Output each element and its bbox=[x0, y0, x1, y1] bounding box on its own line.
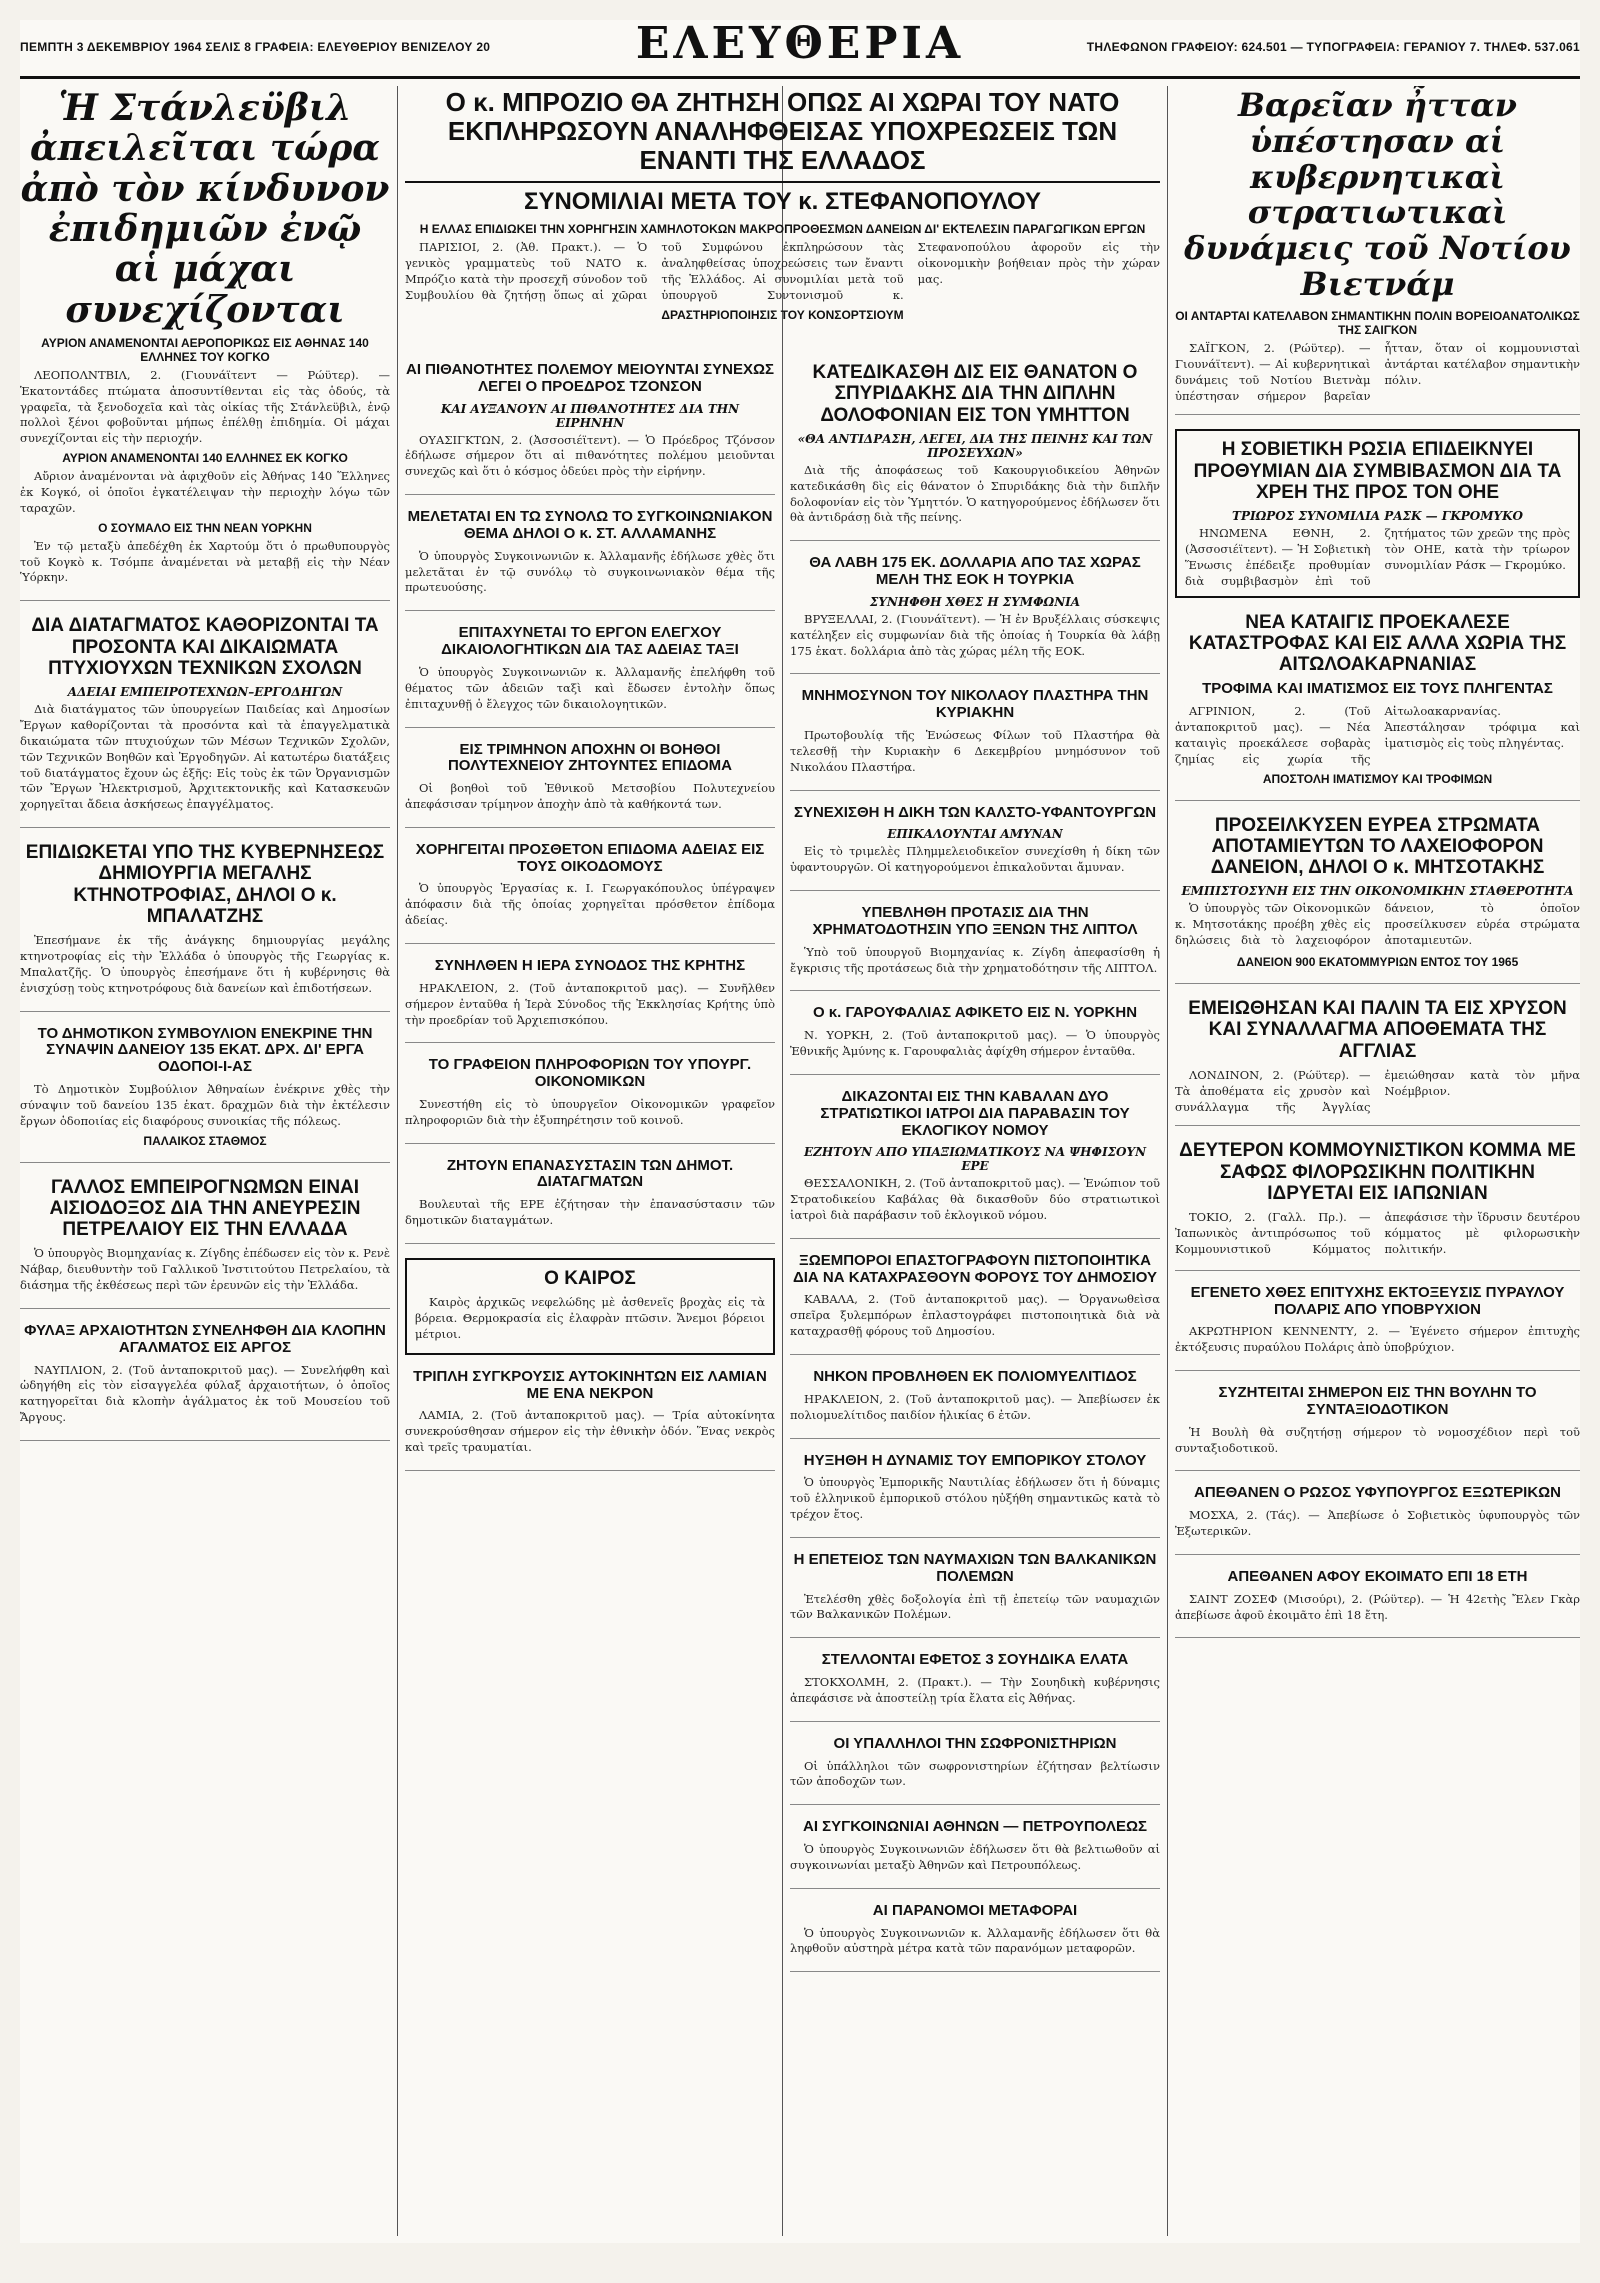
article-body: Οἱ βοηθοὶ τοῦ Ἐθνικοῦ Μετσοβίου Πολυτεχνείου ἀπεφάσισαν τρίμηνον ἀποχὴν ἀπὸ τὰ καθήκοντά των. bbox=[405, 781, 775, 811]
article-body: ΣΤΟΚΧΟΛΜΗ, 2. (Πρακτ.). — Τὴν Σουηδικὴ κυβέρνησις ἀπεφάσισε νὰ ἀποστείλῃ τρία ἔλατα εἰς Ἀθήνας. bbox=[790, 1675, 1160, 1705]
article-body: Ὁ ὑπουργὸς Συγκοινωνιῶν κ. Ἀλλαμανῆς ἐδήλωσε χθὲς ὅτι μελετᾶται ἐν τῷ συνόλῳ τὸ συγκοινωνιακὸν θέμα τῆς πρωτευούσης. bbox=[405, 548, 775, 595]
headline: ΚΑΤΕΔΙΚΑΣΘΗ ΔΙΣ ΕΙΣ ΘΑΝΑΤΟΝ Ο ΣΠΥΡΙΔΑΚΗΣ ΔΙΑ ΤΗΝ ΔΙΠΛΗΝ ΔΟΛΟΦΟΝΙΑΝ ΕΙΣ ΤΟΝ ΥΜΗΤΤΟΝ bbox=[812, 362, 1138, 426]
article-livestock bbox=[20, 842, 390, 1012]
article-loan bbox=[790, 555, 1160, 674]
subheading: ΣΥΝΗΦΘΗ ΧΘΕΣ Η ΣΥΜΦΩΝΙΑ bbox=[869, 594, 1081, 609]
article-body: Ἐπεσήμανε ἐκ τῆς ἀνάγκης δημιουργίας μεγάλης κτηνοτροφίας εἰς τὴν Ἑλλάδα ὁ ὑπουργὸς τῆς Γεωργίας κ. Μπαλατζῆς. Ὁ ὑπουργὸς ἐπεσήμανε ὅτι ἡ κυβέρνησις θὰ ἐνισχύσῃ τοὺς κτηνοτρόφους διὰ δανείων καὶ ἐπιδοτήσεων. bbox=[20, 933, 390, 995]
headline: ΠΡΟΣΕΙΛΚΥΣΕΝ ΕΥΡΕΑ ΣΤΡΩΜΑΤΑ ΑΠΟΤΑΜΙΕΥΤΩΝ ΤΟ ΛΑΧΕΙΟΦΟΡΟΝ ΔΑΝΕΙΟΝ, ΔΗΛΟΙ Ο κ. ΜΗΤΣΟΤΑΚΗΣ bbox=[1210, 814, 1545, 879]
subheading: ΔΑΝΕΙΟΝ 900 ΕΚΑΤΟΜΜΥΡΙΩΝ ΕΝΤΟΣ ΤΟΥ 1965 bbox=[1236, 955, 1519, 970]
article-school bbox=[790, 1453, 1160, 1538]
headline: ΤΟ ΔΗΜΟΤΙΚΟΝ ΣΥΜΒΟΥΛΙΟΝ ΕΝΕΚΡΙΝΕ ΤΗΝ ΣΥΝΑΨΙΝ ΔΑΝΕΙΟΥ 135 ΕΚΑΤ. ΔΡΧ. ΔΙ' ΕΡΓΑ ΟΔΟΠΟΙ-Ι-ΑΣ bbox=[37, 1024, 373, 1076]
headline: ΗΥΞΗΘΗ Η ΔΥΝΑΜΙΣ ΤΟΥ ΕΜΠΟΡΙΚΟΥ ΣΤΟΛΟΥ bbox=[803, 1451, 1147, 1469]
article-vietnam bbox=[1175, 88, 1580, 415]
headline: ΟΙ ΥΠΑΛΛΗΛΟΙ ΤΗΝ ΣΩΦΡΟΝΙΣΤΗΡΙΩΝ bbox=[833, 1734, 1117, 1752]
article-body: Ἐτελέσθη χθὲς δοξολογία ἐπὶ τῇ ἐπετείῳ τῶν ναυμαχιῶν τῶν Βαλκανικῶν Πολέμων. bbox=[790, 1591, 1160, 1622]
headline: ΖΗΤΟΥΝ ΕΠΑΝΑΣΥΣΤΑΣΙΝ ΤΩΝ ΔΗΜΟΤ. ΔΙΑΤΑΓΜΑΤΩΝ bbox=[446, 1156, 734, 1191]
headline: ΑΠΕΘΑΝΕΝ ΑΦΟΥ ΕΚΟΙΜΑΤΟ ΕΠΙ 18 ΕΤΗ bbox=[1227, 1567, 1528, 1585]
divider bbox=[405, 181, 1160, 183]
newspaper-title: ΕΛΕΥΘΕΡΙΑ bbox=[635, 20, 965, 69]
article-communications bbox=[790, 1819, 1160, 1889]
article-control bbox=[405, 625, 775, 727]
headline: ΔΙΚΑΖΟΝΤΑΙ ΕΙΣ ΤΗΝ ΚΑΒΑΛΑΝ ΔΥΟ ΣΤΡΑΤΙΩΤΙΚΟΙ ΙΑΤΡΟΙ ΔΙΑ ΠΑΡΑΒΑΣΙΝ ΤΟΥ ΕΚΛΟΓΙΚΟΥ ΝΟΜΟΥ bbox=[820, 1087, 1130, 1139]
headline: ΕΠΙΔΙΩΚΕΤΑΙ ΥΠΟ ΤΗΣ ΚΥΒΕΡΝΗΣΕΩΣ ΔΗΜΙΟΥΡΓΙΑ ΜΕΓΑΛΗΣ ΚΤΗΝΟΤΡΟΦΙΑΣ, ΔΗΛΟΙ Ο κ. ΜΠΑΛΑΤΖΗΣ bbox=[25, 842, 385, 927]
article-body: Ὁ ὑπουργὸς Ἐργασίας κ. Ι. Γεωργακόπουλος ὑπέγραψεν ἀπόφασιν διὰ τῆς ὁποίας χορηγεῖται πρόσθετον ἐπίδομα ἀδείας. bbox=[405, 881, 775, 928]
headline: ΧΟΡΗΓΕΙΤΑΙ ΠΡΟΣΘΕΤΟΝ ΕΠΙΔΟΜΑ ΑΔΕΙΑΣ ΕΙΣ ΤΟΥΣ ΟΙΚΟΔΟΜΟΥΣ bbox=[415, 840, 765, 875]
article-transport bbox=[790, 1903, 1160, 1973]
article-body: ΘΕΣΣΑΛΟΝΙΚΗ, 2. (Τοῦ ἀνταποκριτοῦ μας). — Ἐνώπιον τοῦ Στρατοδικείου Καβάλας θὰ δικασθοῦν δύο στρατιωτικοὶ ἰατροὶ διὰ παράβασιν τοῦ ἐκλογικοῦ νόμου. bbox=[790, 1176, 1160, 1223]
headline: ΤΡΙΠΛΗ ΣΥΓΚΡΟΥΣΙΣ ΑΥΤΟΚΙΝΗΤΩΝ ΕΙΣ ΛΑΜΙΑΝ ΜΕ ΕΝΑ ΝΕΚΡΟΝ bbox=[413, 1367, 767, 1402]
lead-story bbox=[405, 86, 1160, 346]
headline: Η ΕΠΕΤΕΙΟΣ ΤΩΝ ΝΑΥΜΑΧΙΩΝ ΤΩΝ ΒΑΛΚΑΝΙΚΩΝ ΠΟΛΕΜΩΝ bbox=[793, 1550, 1157, 1585]
headline: ΦΥΛΑΞ ΑΡΧΑΙΟΤΗΤΩΝ ΣΥΝΕΛΗΦΘΗ ΔΙΑ ΚΛΟΠΗΝ ΑΓΑΛΜΑΤΟΣ ΕΙΣ ΑΡΓΟΣ bbox=[24, 1321, 386, 1356]
article-body: Τὸ Δημοτικὸν Συμβούλιον Ἀθηναίων ἐνέκρινε χθὲς τὴν σύναψιν τοῦ δανείου 135 ἑκατ. δραχμῶν διὰ τὴν ἐκτέλεσιν ἔργων ὁδοποιίας εἰς διαφόρους συνοικίας τῆς πόλεως. bbox=[20, 1082, 390, 1128]
article-body: Καιρὸς ἀρχικῶς νεφελώδης μὲ ἀσθενεῖς βροχὰς εἰς τὰ βόρεια. Θερμοκρασία εἰς ἐλαφρὰν πτῶσιν. Ἄνεμοι βόρειοι μέτριοι. bbox=[415, 1295, 765, 1341]
subheading: ΕΜΠΙΣΤΟΣΥΝΗ ΕΙΣ ΤΗΝ ΟΙΚΟΝΟΜΙΚΗΝ ΣΤΑΘΕΡΟΤΗΤΑ bbox=[1181, 884, 1574, 899]
article-body: ΣΑΙΝΤ ΖΟΣΕΦ (Μισούρι), 2. (Ρώϋτερ). — Ἡ 42ετὴς Ἔλεν Γκὰρ ἀπεβίωσε ἀφοῦ ἐκοιμᾶτο ἐπὶ 18 ἔτη. bbox=[1175, 1591, 1580, 1622]
article-synod bbox=[405, 958, 775, 1043]
headline: ΝΗΚΟΝ ΠΡΟΒΛΗΘΕΝ ΕΚ ΠΟΛΙΟΜΥΕΛΙΤΙΔΟΣ bbox=[813, 1368, 1137, 1386]
article-office bbox=[405, 1057, 775, 1143]
article-merchants bbox=[790, 1253, 1160, 1355]
article-shipwreck bbox=[790, 1552, 1160, 1638]
article-body: Ὁ ὑπουργὸς Συγκοινωνιῶν ἐδήλωσεν ὅτι θὰ βελτιωθοῦν αἱ συγκοινωνίαι μεταξὺ Ἀθηνῶν καὶ Πετρουπόλεως. bbox=[790, 1842, 1160, 1872]
headline: ΣΥΝΗΛΘΕΝ Η ΙΕΡΑ ΣΥΝΟΔΟΣ ΤΗΣ ΚΡΗΤΗΣ bbox=[434, 957, 746, 974]
headline: Βαρεῖαν ἦτταν ὑπέστησαν αἱ κυβερνητικαὶ στρατιωτικαὶ δυνάμεις τοῦ Νοτίου Βιετνάμ bbox=[1184, 86, 1571, 304]
article-stella bbox=[790, 1652, 1160, 1722]
article-body: ΟΥΑΣΙΓΚΤΩΝ, 2. (Ἀσσοσιέϊτεντ). — Ὁ Πρόεδρος Τζόνσον ἐδήλωσε σήμερον ὅτι αἱ πιθανότητες πολέμου μειοῦνται συνεχῶς καὶ ὅτι ὁ κόσμος ὁδεύει πρὸς τὴν εἰρήνην. bbox=[405, 432, 775, 479]
article-body: Ἡ Βουλὴ θὰ συζητήσῃ σήμερον τὸ νομοσχέδιον περὶ τοῦ συνταξιοδοτικοῦ. bbox=[1175, 1424, 1580, 1455]
article-body: Συνεστήθη εἰς τὸ ὑπουργεῖον Οἰκονομικῶν γραφεῖον πληροφοριῶν διὰ τὴν ἐξυπηρέτησιν τοῦ κοινοῦ. bbox=[405, 1096, 775, 1127]
article-weather bbox=[405, 1258, 775, 1355]
subheading: ΑΠΟΣΤΟΛΗ ΙΜΑΤΙΣΜΟΥ ΚΑΙ ΤΡΟΦΙΜΩΝ bbox=[1262, 771, 1493, 786]
article-body: ΠΑΡΙΣΙΟΙ, 2. (Ἀθ. Πρακτ.). — Ὁ γενικὸς γραμματεὺς τοῦ ΝΑΤΟ κ. Μπρόζιο κατὰ τὴν προσεχῆ σύνοδον τοῦ Συμβουλίου θὰ ζητήσῃ ὅπως αἱ χῶραι τοῦ Συμφώνου ἐκπληρώσουν τὰς ἀναληφθείσας ὑποχρεώσεις των ἔναντι τῆς Ἑλλάδος. Αἱ συνομιλίαι μετὰ τοῦ ὑπουργοῦ Συντονισμοῦ κ. Στεφανοπούλου ἀφοροῦν εἰς τὴν οἰκονομικὴν βοήθειαν πρὸς τὴν χώραν μας. bbox=[405, 240, 1160, 302]
article-body: ΤΟΚΙΟ, 2. (Γαλλ. Πρ.). — Ἰαπωνικὸς ἀντιπρόσωπος τοῦ Κομμουνιστικοῦ Κόμματος ἀπεφάσισε τὴν ἵδρυσιν δευτέρου κόμματος μὲ φιλορωσικὴν πολιτικήν. bbox=[1175, 1210, 1580, 1256]
article-body: Οἱ ὑπάλληλοι τῶν σωφρονιστηρίων ἐζήτησαν βελτίωσιν τῶν ἀποδοχῶν των. bbox=[790, 1758, 1160, 1789]
article-body: Διὰ διατάγματος τῶν ὑπουργείων Παιδείας καὶ Δημοσίων Ἔργων καθορίζονται τὰ προσόντα καὶ τὰ ἐπαγγελματικὰ δικαιώματα τῶν πτυχιούχων τῶν Μέσων Τεχνικῶν Σχολῶν, τῶν Τεχνικῶν Βοηθῶν καὶ Ἐργοδηγῶν. Αἱ κατωτέρω διατάξεις τοῦ διατάγματος ἔχουν ὡς ἑξῆς: Εἰς τοὺς ἐκ τῶν Ὀργανισμῶν τῶν Ἔργων Ἠλεκτρισμοῦ, Ἀρχιτεκτονικῆς καὶ Κατασκευῶν χορηγεῖται ἄδεια ἀσκήσεως ἐπαγγέλματος. bbox=[20, 702, 390, 812]
article-allowance bbox=[405, 842, 775, 944]
article-body: ΝΑΥΠΛΙΟΝ, 2. (Τοῦ ἀνταποκριτοῦ μας). — Συνελήφθη καὶ ὡδηγήθη εἰς τὸν εἰσαγγελέα φύλαξ ἀρχαιοτήτων, ὁ ὁποῖος κατηγορεῖται διὰ κλοπὴν ἀγάλματος ἐκ τοῦ Μουσείου τοῦ Ἄργους. bbox=[20, 1362, 390, 1425]
contact-line: ΤΗΛΕΦΩΝΟΝ ΓΡΑΦΕΙΟΥ: 624.501 — ΤΥΠΟΓΡΑΦΕΙΑ: ΓΕΡΑΝΙΟΥ 7. ΤΗΛΕΦ. 537.061 bbox=[1086, 40, 1580, 54]
article-body: Διὰ τῆς ἀποφάσεως τοῦ Κακουργιοδικείου Ἀθηνῶν κατεδικάσθη δὶς εἰς θάνατον ὁ Σπυριδάκης διὰ τὴν διπλῆν δολοφονίαν εἰς τὸν Ὑμηττόν. Ὁ κατηγορούμενος ἐδήλωσεν ὅτι θὰ ἀντιδράσῃ διὰ τῆς πείνης. bbox=[790, 462, 1160, 525]
article-antiquities bbox=[20, 1323, 390, 1441]
headline: ΜΝΗΜΟΣΥΝΟΝ ΤΟΥ ΝΙΚΟΛΑΟΥ ΠΛΑΣΤΗΡΑ ΤΗΝ ΚΥΡΙΑΚΗΝ bbox=[801, 687, 1149, 722]
article-trial bbox=[790, 805, 1160, 892]
article-body: ΛΑΜΙΑ, 2. (Τοῦ ἀνταποκριτοῦ μας). — Τρία αὐτοκίνητα συνεκρούσθησαν σήμερον εἰς τὴν ἐθνικὴν ὁδόν. Ἕνας νεκρὸς καὶ τρεῖς τραυματίαι. bbox=[405, 1408, 775, 1455]
subheading: ΤΡΟΦΙΜΑ ΚΑΙ ΙΜΑΤΙΣΜΟΣ ΕΙΣ ΤΟΥΣ ΠΛΗΓΕΝΤΑΣ bbox=[1202, 680, 1553, 698]
article-experts bbox=[20, 1177, 390, 1309]
column-4 bbox=[1175, 86, 1580, 2236]
article-rocket bbox=[1175, 1285, 1580, 1371]
article-garoufalias bbox=[790, 1005, 1160, 1075]
headline: Ο ΚΑΙΡΟΣ bbox=[544, 1268, 636, 1289]
article-body: ΜΟΣΧΑ, 2. (Τάς). — Ἀπεβίωσε ὁ Σοβιετικὸς ὑφυπουργὸς τῶν Ἐξωτερικῶν. bbox=[1175, 1508, 1580, 1539]
subheading: ΑΔΕΙΑΙ ΕΜΠΕΙΡΟΤΕΧΝΩΝ–ΕΡΓΟΔΗΓΩΝ bbox=[67, 685, 343, 700]
headline: Η ΣΟΒΙΕΤΙΚΗ ΡΩΣΙΑ ΕΠΙΔΕΙΚΝΥΕΙ ΠΡΟΘΥΜΙΑΝ ΔΙΑ ΣΥΜΒΙΒΑΣΜΟΝ ΔΙΑ ΤΑ ΧΡΕΗ ΤΗΣ ΠΡΟΣ ΤΟΝ ΟΗΕ bbox=[1193, 439, 1562, 503]
article-body: Ὁ ὑπουργὸς Συγκοινωνιῶν κ. Ἀλλαμανῆς ἐπελήφθη τοῦ θέματος τῶν ἀδειῶν ταξὶ καὶ ἔδωσεν ἐντολὴν ὅπως ἐπιταχυνθῇ ὁ ἔλεγχος τῶν δικαιολογητικῶν. bbox=[405, 664, 775, 711]
subheading: ΟΙ ΑΝΤΑΡΤΑΙ ΚΑΤΕΛΑΒΟΝ ΣΗΜΑΝΤΙΚΗΝ ΠΟΛΙΝ ΒΟΡΕΙΟΑΝΑΤΟΛΙΚΩΣ ΤΗΣ ΣΑΙΓΚΟΝ bbox=[1175, 308, 1580, 337]
article-body: ΣΑΪΓΚΟΝ, 2. (Ρώϋτερ). — Γιουνάϊτεντ). — Αἱ κυβερνητικαὶ δυνάμεις τοῦ Νοτίου Βιετνὰμ ὑπέστησαν σήμερον βαρεῖαν ἧτταν, ὅταν οἱ κομμουνισταὶ ἀντάρται κατέλαβον σημαντικὴν πόλιν. bbox=[1175, 340, 1580, 403]
article-body: Ἐν τῷ μεταξὺ ἀπεδέχθη ἐκ Χαρτούμ ὅτι ὁ πρωθυπουργὸς τοῦ Κογκὸ κ. Τσόμπε ἀναμένεται νὰ μεταβῇ εἰς τὴν Νέαν Ὑόρκην. bbox=[20, 538, 390, 585]
lead-headline-2: ΣΥΝΟΜΙΛΙΑΙ ΜΕΤΑ ΤΟΥ κ. ΣΤΕΦΑΝΟΠΟΥΛΟΥ bbox=[524, 188, 1041, 216]
article-body: Ὁ ὑπουργὸς Ἐμπορικῆς Ναυτιλίας ἐδήλωσεν ὅτι ἡ δύναμις τοῦ ἑλληνικοῦ ἐμπορικοῦ στόλου ηὐξήθη σημαντικῶς κατὰ τὸ τρέχον ἔτος. bbox=[790, 1475, 1160, 1522]
article-disasters bbox=[1175, 612, 1580, 801]
subheading: ΕΖΗΤΟΥΝ ΑΠΟ ΥΠΑΞΙΩΜΑΤΙΚΟΥΣ ΝΑ ΨΗΦΙΣΟΥΝ ΕΡΕ bbox=[803, 1145, 1147, 1174]
subheading: ΠΑΛΑΙΚΟΣ ΣΤΑΘΜΟΣ bbox=[143, 1133, 267, 1148]
article-reclaim bbox=[405, 1158, 775, 1244]
article-body: Ὁ ὑπουργὸς Συγκοινωνιῶν κ. Ἀλλαμανῆς ἐδήλωσεν ὅτι θὰ ληφθοῦν αὐστηρὰ μέτρα κατὰ τῶν παρανόμων μεταφορῶν. bbox=[790, 1925, 1160, 1956]
subheading: ΑΥΡΙΟΝ ΑΝΑΜΕΝΟΝΤΑΙ ΑΕΡΟΠΟΡΙΚΩΣ ΕΙΣ ΑΘΗΝΑΣ 140 ΕΛΛΗΝΕΣ ΤΟΥ ΚΟΓΚΟ bbox=[41, 335, 369, 364]
column-1 bbox=[20, 86, 390, 2236]
article-body: ΗΡΑΚΛΕΙΟΝ, 2. (Τοῦ ἀνταποκριτοῦ μας). — Ἀπεβίωσεν ἐκ πολιομυελίτιδος παιδίον ἡλικίας 6 ἐτῶν. bbox=[790, 1391, 1160, 1422]
article-body: ΗΝΩΜΕΝΑ ΕΘΝΗ, 2. (Ἀσσοσιέϊτεντ). — Ἡ Σοβιετικὴ Ἕνωσις ἐπέδειξε προθυμίαν διὰ συμβιβασμὸν ἐπὶ τοῦ ζητήματος τῶν χρεῶν της πρὸς τὸν ΟΗΕ, κατὰ τὴν τρίωρον συνομιλίαν Ράσκ — Γκρομύκο. bbox=[1185, 526, 1570, 588]
article-body: Βουλευταὶ τῆς ΕΡΕ ἐζήτησαν τὴν ἐπανασύστασιν τῶν δημοτικῶν διαταγμάτων. bbox=[405, 1197, 775, 1228]
column-rule bbox=[397, 86, 398, 2236]
subheading: ΚΑΙ ΑΥΞΑΝΟΥΝ ΑΙ ΠΙΘΑΝΟΤΗΤΕΣ ΔΙΑ ΤΗΝ ΕΙΡΗΝΗΝ bbox=[440, 401, 740, 430]
article-body: ΛΕΟΠΟΛΝΤΒΙΛ, 2. (Γιουνάϊτεντ — Ρώϋτερ). — Ἑκατοντάδες πτώματα ἀποσυντίθενται εἰς τὰς ὁδούς, τὰ γραφεῖα, τὰ ξενοδοχεῖα καὶ τὰς οἰκίας τῆς Στάνλεϋβιλ, ἐνῷ πολλοὶ ξένοι φοβοῦνται μήπως ἐπέλθῃ ἐπιδημία. Οἱ μάχαι συνεχίζονται εἰς τὴν περιοχήν. bbox=[20, 367, 390, 446]
headline: ΑΠΕΘΑΝΕΝ Ο ΡΩΣΟΣ ΥΦΥΠΟΥΡΓΟΣ ΕΞΩΤΕΡΙΚΩΝ bbox=[1193, 1484, 1562, 1502]
headline: ΕΠΙΤΑΧΥΝΕΤΑΙ ΤΟ ΕΡΓΟΝ ΕΛΕΓΧΟΥ ΔΙΚΑΙΟΛΟΓΗΤΙΚΩΝ ΔΙΑ ΤΑΣ ΑΔΕΙΑΣ ΤΑΞΙ bbox=[441, 624, 739, 659]
article-body: ΛΟΝΔΙΝΟΝ, 2. (Ρώϋτερ). — Τὰ ἀποθέματα εἰς χρυσὸν καὶ συνάλλαγμα τῆς Ἀγγλίας ἐμειώθησαν κατὰ τὸν μῆνα Νοέμβριον. bbox=[1175, 1067, 1580, 1114]
article-body: Αὔριον ἀναμένονται νὰ ἀφιχθοῦν εἰς Ἀθήνας 140 Ἕλληνες ἐκ Κογκό, οἱ ὁποῖοι ἐγκατέλειψαν τὴν περιοχὴν λόγω τῶν ταραχῶν. bbox=[20, 469, 390, 515]
newspaper-page bbox=[20, 20, 1580, 2243]
article-parliament bbox=[1175, 1385, 1580, 1471]
headline: ΔΙΑ ΔΙΑΤΑΓΜΑΤΟΣ ΚΑΘΟΡΙΖΟΝΤΑΙ ΤΑ ΠΡΟΣΟΝΤΑ ΚΑΙ ΔΙΚΑΙΩΜΑΤΑ ΠΤΥΧΙΟΥΧΩΝ ΤΕΧΝΙΚΩΝ ΣΧΟΛΩΝ bbox=[31, 615, 379, 679]
article-body: ΑΚΡΩΤΗΡΙΟΝ ΚΕΝΝΕΝΤΥ, 2. — Ἐγένετο σήμερον ἐπιτυχὴς ἐκτόξευσις πυραύλου Πολάρις ἀπὸ ὑποβρύχιον. bbox=[1175, 1324, 1580, 1355]
article-doctors bbox=[790, 1089, 1160, 1239]
date-line: ΠΕΜΠΤΗ 3 ΔΕΚΕΜΒΡΙΟΥ 1964 ΣΕΛΙΣ 8 ΓΡΑΦΕΙΑ: ΕΛΕΥΘΕΡΙΟΥ ΒΕΝΙΖΕΛΟΥ 20 bbox=[20, 40, 491, 54]
headline: ΕΓΕΝΕΤΟ ΧΘΕΣ ΕΠΙΤΥΧΗΣ ΕΚΤΟΞΕΥΣΙΣ ΠΥΡΑΥΛΟΥ ΠΟΛΑΡΙΣ ΑΠΟ ΥΠΟΒΡΥΧΙΟΝ bbox=[1190, 1283, 1565, 1318]
headline: ΑΙ ΠΑΡΑΝΟΜΟΙ ΜΕΤΑΦΟΡΑΙ bbox=[872, 1901, 1078, 1919]
headline: ΣΥΖΗΤΕΙΤΑΙ ΣΗΜΕΡΟΝ ΕΙΣ ΤΗΝ ΒΟΥΛΗΝ ΤΟ ΣΥΝΤΑΞΙΟΔΟΤΙΚΟΝ bbox=[1218, 1384, 1537, 1418]
headline: ΔΕΥΤΕΡΟΝ ΚΟΜΜΟΥΝΙΣΤΙΚΟΝ ΚΟΜΜΑ ΜΕ ΣΑΦΩΣ ΦΙΛΟΡΩΣΙΚΗΝ ΠΟΛΙΤΙΚΗΝ ΙΔΡΥΕΤΑΙ ΕΙΣ ΙΑΠΩΝΙΑΝ bbox=[1179, 1140, 1576, 1204]
article-body: ΚΑΒΑΛΑ, 2. (Τοῦ ἀνταποκριτοῦ μας). — Ὀργανωθεὶσα σπεῖρα ξυλεμπόρων ἐπλαστογράφει πιστοποιητικὰ διὰ νὰ καταχρασθῇ φόρους τοῦ Δημοσίου. bbox=[790, 1292, 1160, 1339]
column-3 bbox=[790, 360, 1160, 2236]
headline: ΕΙΣ ΤΡΙΜΗΝΟΝ ΑΠΟΧΗΝ ΟΙ ΒΟΗΘΟΙ ΠΟΛΥΤΕΧΝΕΙΟΥ ΖΗΤΟΥΝΤΕΣ ΕΠΙΔΟΜΑ bbox=[447, 740, 733, 775]
headline: ΝΕΑ ΚΑΤΑΙΓΙΣ ΠΡΟΕΚΑΛΕΣΕ ΚΑΤΑΣΤΡΟΦΑΣ ΚΑΙ ΕΙΣ ΑΛΛΑ ΧΩΡΙΑ ΤΗΣ ΑΙΤΩΛΟΑΚΑΡΝΑΝΙΑΣ bbox=[1188, 611, 1567, 676]
headline: ΣΥΝΕΧΙΣΘΗ Η ΔΙΚΗ ΤΩΝ ΚΑΛΣΤΟ-ΥΦΑΝΤΟΥΡΓΩΝ bbox=[793, 803, 1157, 821]
subheading: ΔΡΑΣΤΗΡΙΟΠΟΙΗΣΙΣ ΤΟΥ ΚΟΝΣΟΡΤΣΙΟΥΜ bbox=[661, 307, 904, 322]
article-proposal bbox=[790, 905, 1160, 991]
article-body: ΒΡΥΞΕΛΛΑΙ, 2. (Γιουνάϊτεντ). — Ἡ ἐν Βρυξέλλαις σύσκεψις κατέληξεν εἰς συμφωνίαν διὰ τῆς ὁποίας ἡ Τουρκία θὰ λάβῃ 175 ἑκατ. δολλάρια ἀπὸ τὰς χώρας μέλη τῆς ΕΟΚ. bbox=[790, 611, 1160, 658]
article-employees bbox=[790, 1736, 1160, 1806]
article-russian bbox=[1175, 1485, 1580, 1555]
article-studies bbox=[405, 509, 775, 611]
headline: ΣΤΕΛΛΟΝΤΑΙ ΕΦΕΤΟΣ 3 ΣΟΥΗΔΙΚΑ ΕΛΑΤΑ bbox=[821, 1651, 1129, 1669]
headline: ΓΑΛΛΟΣ ΕΜΠΕΙΡΟΓΝΩΜΩΝ ΕΙΝΑΙ ΑΙΣΙΟΔΟΞΟΣ ΔΙΑ ΤΗΝ ΑΝΕΥΡΕΣΙΝ ΠΕΤΡΕΛΑΙΟΥ ΕΙΣ ΤΗΝ ΕΛΛΑΔΑ bbox=[49, 1176, 361, 1241]
article-savings bbox=[1175, 815, 1580, 984]
article-body: Ὁ ὑπουργὸς τῶν Οἰκονομικῶν κ. Μητσοτάκης προέβη χθὲς εἰς δηλώσεις διὰ τὸ λαχειοφόρον δάνειον, τὸ ὁποῖον προσείλκυσεν εὐρέα στρώματα ἀποταμιευτῶν. bbox=[1175, 901, 1580, 948]
article-stanleyville bbox=[20, 88, 390, 601]
article-polytechnic bbox=[405, 742, 775, 828]
article-municipal bbox=[20, 1026, 390, 1163]
article-body: Εἰς τὸ τριμελὲς Πλημμελειοδικεῖον συνεχίσθη ἡ δίκη τῶν ὑφαντουργῶν. Οἱ κατηγορούμενοι ἐπικαλοῦνται ἄμυναν. bbox=[790, 844, 1160, 875]
headline: ΞΩΕΜΠΟΡΟΙ ΕΠΑΣΤΟΓΡΑΦΟΥΝ ΠΙΣΤΟΠΟΙΗΤΙΚΑ ΔΙΑ ΝΑ ΚΑΤΑΧΡΑΣΘΟΥΝ ΦΟΡΟΥΣ ΤΟΥ ΔΗΜΟΣΙΟΥ bbox=[792, 1251, 1158, 1286]
masthead bbox=[20, 20, 1580, 79]
article-mine bbox=[1175, 1569, 1580, 1639]
headline: ΤΟ ΓΡΑΦΕΙΟΝ ΠΛΗΡΟΦΟΡΙΩΝ ΤΟΥ ΥΠΟΥΡΓ. ΟΙΚΟΝΟΜΙΚΩΝ bbox=[428, 1056, 752, 1091]
article-body: Πρωτοβουλίᾳ τῆς Ἑνώσεως Φίλων τοῦ Πλαστήρα θὰ τελεσθῇ τὴν Κυριακὴν 6 Δεκεμβρίου μνημόσυνον τοῦ Νικολάου Πλαστήρα. bbox=[790, 728, 1160, 774]
subheading: ΤΡΙΩΡΟΣ ΣΥΝΟΜΙΛΙΑ ΡΑΣΚ — ΓΚΡΟΜΥΚΟ bbox=[1232, 509, 1523, 524]
article-body: ΑΓΡΙΝΙΟΝ, 2. (Τοῦ ἀνταποκριτοῦ μας). — Νέα καταιγὶς προεκάλεσε σοβαρὰς ζημίας εἰς χωρία τῆς Αἰτωλοακαρνανίας. Ἀπεστάλησαν τρόφιμα καὶ ἱματισμὸς εἰς τοὺς πληγέντας. bbox=[1175, 704, 1580, 766]
lead-headline: Ο κ. ΜΠΡΟΖΙΟ ΘΑ ΖΗΤΗΣΗ ΟΠΩΣ ΑΙ ΧΩΡΑΙ ΤΟΥ ΝΑΤΟ ΕΚΠΛΗΡΩΣΟΥΝ ΑΝΑΛΗΦΘΕΙΣΑΣ ΥΠΟΧΡΕΩΣΕΙΣ ΤΩΝ ΕΝΑΝΤΙ ΤΗΣ ΕΛΛΑΔΟΣ bbox=[445, 87, 1120, 176]
article-collision bbox=[405, 1369, 775, 1471]
subheading: ΑΥΡΙΟΝ ΑΝΑΜΕΝΟΝΤΑΙ 140 ΕΛΛΗΝΕΣ ΕΚ ΚΟΓΚΟ bbox=[62, 451, 348, 466]
article-body: Ν. ΥΟΡΚΗ, 2. (Τοῦ ἀνταποκριτοῦ μας). — Ὁ ὑπουργὸς Ἐθνικῆς Ἀμύνης κ. Γαρουφαλιὰς ἀφίχθη σήμερον ἐνταῦθα. bbox=[790, 1028, 1160, 1059]
subheading: Ο ΣΟΥΜΑΛΟ ΕΙΣ ΤΗΝ ΝΕΑΝ ΥΟΡΚΗΝ bbox=[98, 520, 312, 535]
article-war bbox=[405, 362, 775, 495]
headline: ΘΑ ΛΑΒΗ 175 ΕΚ. ΔΟΛΛΑΡΙΑ ΑΠΟ ΤΑΣ ΧΩΡΑΣ ΜΕΛΗ ΤΗΣ ΕΟΚ Η ΤΟΥΡΚΙΑ bbox=[809, 554, 1141, 589]
article-death bbox=[790, 362, 1160, 541]
lead-dek: Η ΕΛΛΑΣ ΕΠΙΔΙΩΚΕΙ ΤΗΝ ΧΟΡΗΓΗΣΙΝ ΧΑΜΗΛΟΤΟΚΩΝ ΜΑΚΡΟΠΡΟΘΕΣΜΩΝ ΔΑΝΕΙΩΝ ΔΙ' ΕΚΤΕΛΕΣΙΝ ΠΑΡΑΓΩΓΙΚΩΝ ΕΡΓΩΝ bbox=[419, 222, 1146, 237]
article-body: Ὑπὸ τοῦ ὑπουργοῦ Βιομηχανίας κ. Ζίγδη ἀπεφασίσθη ἡ ἔγκρισις τῆς προτάσεως διὰ τὴν χρηματοδότησιν τῆς ΛΙΠΤΟΛ. bbox=[790, 944, 1160, 975]
subheading: ΕΠΙΚΑΛΟΥΝΤΑΙ ΑΜΥΝΑΝ bbox=[887, 827, 1063, 842]
headline: ΥΠΕΒΛΗΘΗ ΠΡΟΤΑΣΙΣ ΔΙΑ ΤΗΝ ΧΡΗΜΑΤΟΔΟΤΗΣΙΝ ΥΠΟ ΞΕΝΩΝ ΤΗΣ ΛΙΠΤΟΛ bbox=[812, 904, 1138, 938]
article-body: Ὁ ὑπουργὸς Βιομηχανίας κ. Ζίγδης ἐπέδωσεν εἰς τὸν κ. Ρενὲ Νάβαρ, διευθυντὴν τοῦ Γαλλικοῦ Ἰνστιτούτου Πετρελαίου, τὰ διάσημα τῆς ἐκθέσεως περὶ τῶν ἐρευνῶν εἰς τὴν Ἑλλάδα. bbox=[20, 1246, 390, 1293]
headline: Ἡ Στάνλεϋβιλ ἀπειλεῖται τώρα ἀπὸ τὸν κίνδυνον ἐπιδημιῶν ἐνῷ αἱ μάχαι συνεχίζονται bbox=[20, 87, 390, 331]
column-rule bbox=[782, 86, 783, 2236]
headline: ΑΙ ΠΙΘΑΝΟΤΗΤΕΣ ΠΟΛΕΜΟΥ ΜΕΙΟΥΝΤΑΙ ΣΥΝΕΧΩΣ ΛΕΓΕΙ Ο ΠΡΟΕΔΡΟΣ ΤΖΟΝΣΟΝ bbox=[406, 361, 774, 395]
headline: ΕΜΕΙΩΘΗΣΑΝ ΚΑΙ ΠΑΛΙΝ ΤΑ ΕΙΣ ΧΡΥΣΟΝ ΚΑΙ ΣΥΝΑΛΛΑΓΜΑ ΑΠΟΘΕΜΑΤΑ ΤΗΣ ΑΓΓΛΙΑΣ bbox=[1188, 998, 1567, 1062]
article-diploma bbox=[20, 615, 390, 828]
article-soviet bbox=[1175, 429, 1580, 597]
article-japan bbox=[1175, 1140, 1580, 1270]
article-nike bbox=[790, 1369, 1160, 1439]
headline: ΜΕΛΕΤΑΤΑΙ ΕΝ ΤΩ ΣΥΝΟΛΩ ΤΟ ΣΥΓΚΟΙΝΩΝΙΑΚΟΝ ΘΕΜΑ ΔΗΛΟΙ Ο κ. ΣΤ. ΑΛΛΑΜΑΝΗΣ bbox=[407, 508, 773, 542]
headline: ΑΙ ΣΥΓΚΟΙΝΩΝΙΑΙ ΑΘΗΝΩΝ — ΠΕΤΡΟΥΠΟΛΕΩΣ bbox=[803, 1818, 1147, 1836]
subheading: «ΘΑ ΑΝΤΙΔΡΑΣΗ, ΛΕΓΕΙ, ΔΙΑ ΤΗΣ ΠΕΙΝΗΣ ΚΑΙ ΤΩΝ ΠΡΟΣΕΥΧΩΝ» bbox=[797, 431, 1153, 460]
column-2 bbox=[405, 360, 775, 2236]
article-memorial bbox=[790, 688, 1160, 790]
headline: Ο κ. ΓΑΡΟΥΦΑΛΙΑΣ ΑΦΙΚΕΤΟ ΕΙΣ Ν. ΥΟΡΚΗΝ bbox=[812, 1004, 1138, 1022]
article-gold bbox=[1175, 998, 1580, 1126]
article-body: ΗΡΑΚΛΕΙΟΝ, 2. (Τοῦ ἀνταποκριτοῦ μας). — Συνῆλθεν σήμερον ἐνταῦθα ἡ Ἱερὰ Σύνοδος τῆς Ἐκκλησίας Κρήτης ὑπὸ τὴν προεδρίαν τοῦ Ἀρχιεπισκόπου. bbox=[405, 980, 775, 1027]
column-rule bbox=[1167, 86, 1168, 2236]
